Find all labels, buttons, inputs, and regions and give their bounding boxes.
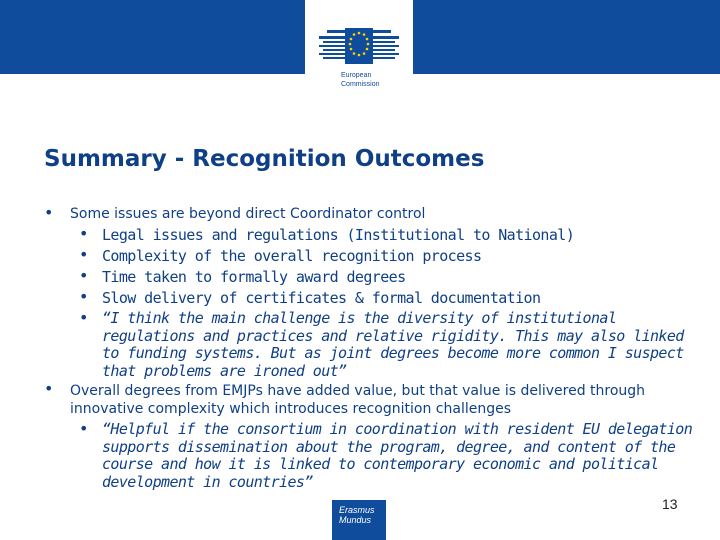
erasmus-mundus-logo — [332, 500, 386, 540]
page-title: Summary - Recognition Outcomes — [44, 146, 485, 172]
sub-bullet-text: “I think the main challenge is the diversity of institutional regulations and practices and relative rigidity. This may also linked to funding systems. But as joint degrees become more common I suspect that problems are ironed out” — [102, 309, 684, 380]
sub-bullet-text: Time taken to formally award degrees — [102, 268, 406, 286]
bullet-icon: • — [79, 287, 88, 306]
building-logo-icon — [313, 8, 405, 68]
bullet-item — [44, 203, 704, 223]
bullet-icon: • — [79, 419, 88, 438]
bullet-text: Overall degrees from EMJPs have added value, but that value is delivered through innovative complexity which introduces recognition challenges — [70, 383, 646, 417]
erasmus-logo-line-2: Mundus — [339, 515, 372, 525]
bullet-text: Some issues are beyond direct Coordinator control — [70, 206, 426, 222]
sub-bullet-item — [79, 308, 704, 380]
sub-bullet-item — [79, 419, 704, 491]
sub-bullet-item — [79, 224, 704, 244]
bullet-list — [44, 203, 704, 491]
logo-line-2: Commission — [341, 81, 380, 88]
erasmus-logo-line-1: Erasmus — [339, 505, 375, 515]
logo-line-1: European — [341, 72, 372, 79]
sub-bullet-text: Legal issues and regulations (Institutional to National) — [102, 226, 575, 244]
sub-bullet-item — [79, 287, 704, 307]
bullet-icon: • — [79, 224, 88, 243]
page-number: 13 — [662, 496, 678, 512]
sub-bullet-text: Slow delivery of certificates & formal documentation — [102, 289, 541, 307]
bullet-icon: • — [79, 245, 88, 264]
sub-bullet-text: Complexity of the overall recognition process — [102, 247, 482, 265]
bullet-icon: • — [44, 379, 54, 398]
logo-text — [341, 71, 380, 89]
sub-bullet-item — [79, 245, 704, 265]
bullet-icon: • — [79, 266, 88, 285]
bullet-item — [44, 379, 704, 418]
european-commission-logo — [305, 0, 413, 100]
bullet-icon: • — [79, 308, 88, 327]
bullet-icon: • — [44, 203, 54, 222]
sub-bullet-item — [79, 266, 704, 286]
sub-bullet-text: “Helpful if the consortium in coordination with resident EU delegation supports dissemination about the program, degree, and content of the course and how it is linked to contemporary economic and political development in countries” — [102, 420, 693, 491]
